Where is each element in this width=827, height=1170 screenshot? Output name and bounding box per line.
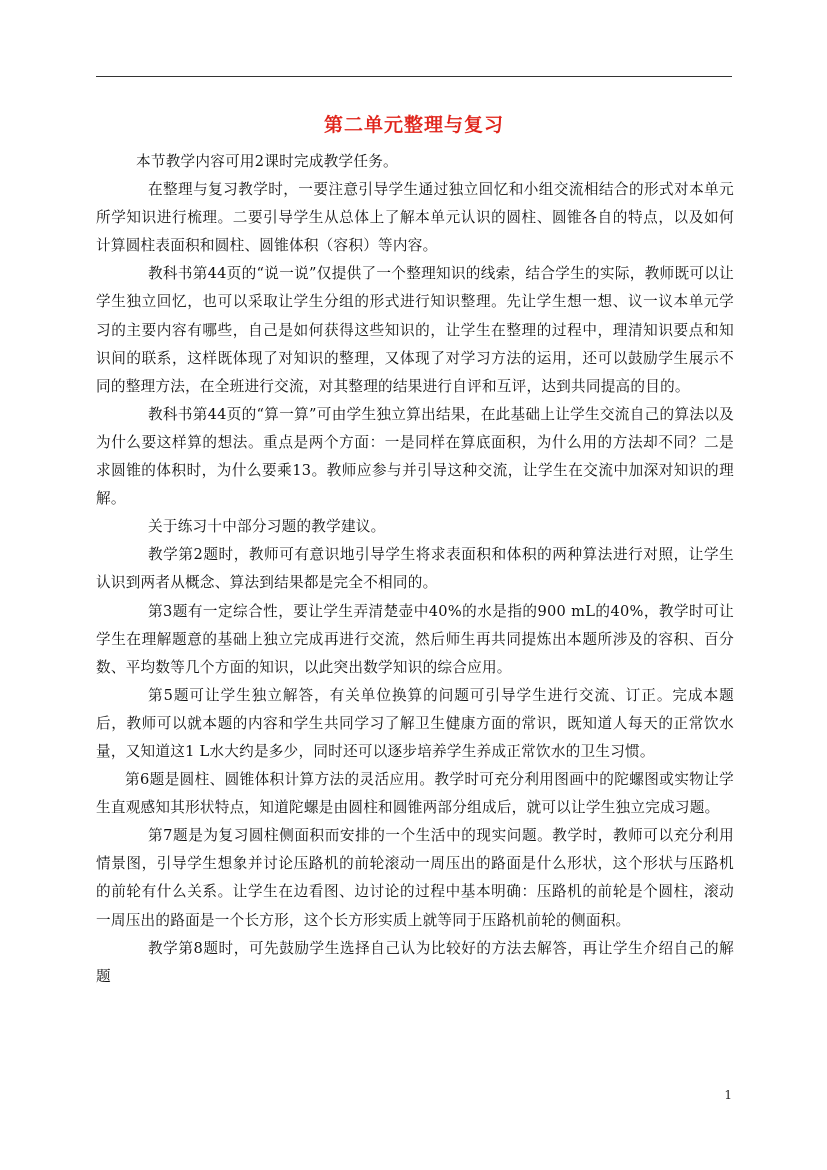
paragraph: 第3题有一定综合性，要让学生弄清楚壶中40%的水是指的900 mL的40%，教学时可让学生在理解题意的基础上独立完成再进行交流，然后师生再共同提炼出本题所涉及的容积、百分数、平均数等几个方面的知识，以此突出数学知识的综合应用。 — [96, 602, 734, 676]
paragraph: 在整理与复习教学时，一要注意引导学生通过独立回忆和小组交流相结合的形式对本单元所学知识进行梳理。二要引导学生从总体上了解本单元认识的圆柱、圆锥各自的特点，以及如何计算圆柱表面积和圆柱、圆锥体积（容积）等内容。 — [96, 181, 734, 255]
header-rule — [96, 76, 732, 77]
paragraph: 教科书第44页的“说一说”仅提供了一个整理知识的线索，结合学生的实际，教师既可以让学生独立回忆，也可以采取让学生分组的形式进行知识整理。先让学生想一想、议一议本单元学习的主要内容有哪些，自己是如何获得这些知识的，让学生在整理的过程中，理清知识要点和知识间的联系，这样既体现了对知识的整理，又体现了对学习方法的运用，还可以鼓励学生展示不同的整理方法，在全班进行交流，对其整理的结果进行自评和互评，达到共同提高的目的。 — [96, 265, 734, 395]
paragraph: 教学第2题时，教师可有意识地引导学生将求表面积和体积的两种算法进行对照，让学生认识到两者从概念、算法到结果都是完全不相同的。 — [96, 546, 734, 592]
document-title: 第二单元整理与复习 — [323, 114, 504, 136]
paragraph: 第5题可让学生独立解答，有关单位换算的问题可引导学生进行交流、订正。完成本题后，教师可以就本题的内容和学生共同学习了解卫生健康方面的常识，既知道人每天的正常饮水量，又知道这1 L水大约是多少，同时还可以逐步培养学生养成正常饮水的卫生习惯。 — [96, 686, 734, 760]
paragraph: 第6题是圆柱、圆锥体积计算方法的灵活应用。教学时可充分利用图画中的陀螺图或实物让学生直观感知其形状特点，知道陀螺是由圆柱和圆锥两部分组成后，就可以让学生独立完成习题。 — [96, 771, 734, 817]
paragraph: 教科书第44页的“算一算”可由学生独立算出结果，在此基础上让学生交流自己的算法以及为什么要这样算的想法。重点是两个方面：一是同样在算底面积，为什么用的方法却不同？二是求圆锥的体积时，为什么要乘13。教师应参与并引导这种交流，让学生在交流中加深对知识的理解。 — [96, 405, 734, 508]
paragraph: 第7题是为复习圆柱侧面积而安排的一个生活中的现实问题。教学时，教师可以充分利用情景图，引导学生想象并讨论压路机的前轮滚动一周压出的路面是什么形状，这个形状与压路机的前轮有什么关系。让学生在边看图、边讨论的过程中基本明确：压路机的前轮是个圆柱，滚动一周压出的路面是一个长方形，这个长方形实质上就等同于压路机前轮的侧面积。 — [96, 827, 734, 929]
document-body — [96, 148, 734, 991]
paragraph: 教学第8题时，可先鼓励学生选择自己认为比较好的方法去解答，再让学生介绍自己的解题 — [96, 939, 734, 985]
page-number: 1 — [724, 1088, 732, 1102]
paragraph: 关于练习十中部分习题的教学建议。 — [148, 518, 386, 536]
paragraph: 本节教学内容可用2课时完成教学任务。 — [136, 153, 398, 170]
